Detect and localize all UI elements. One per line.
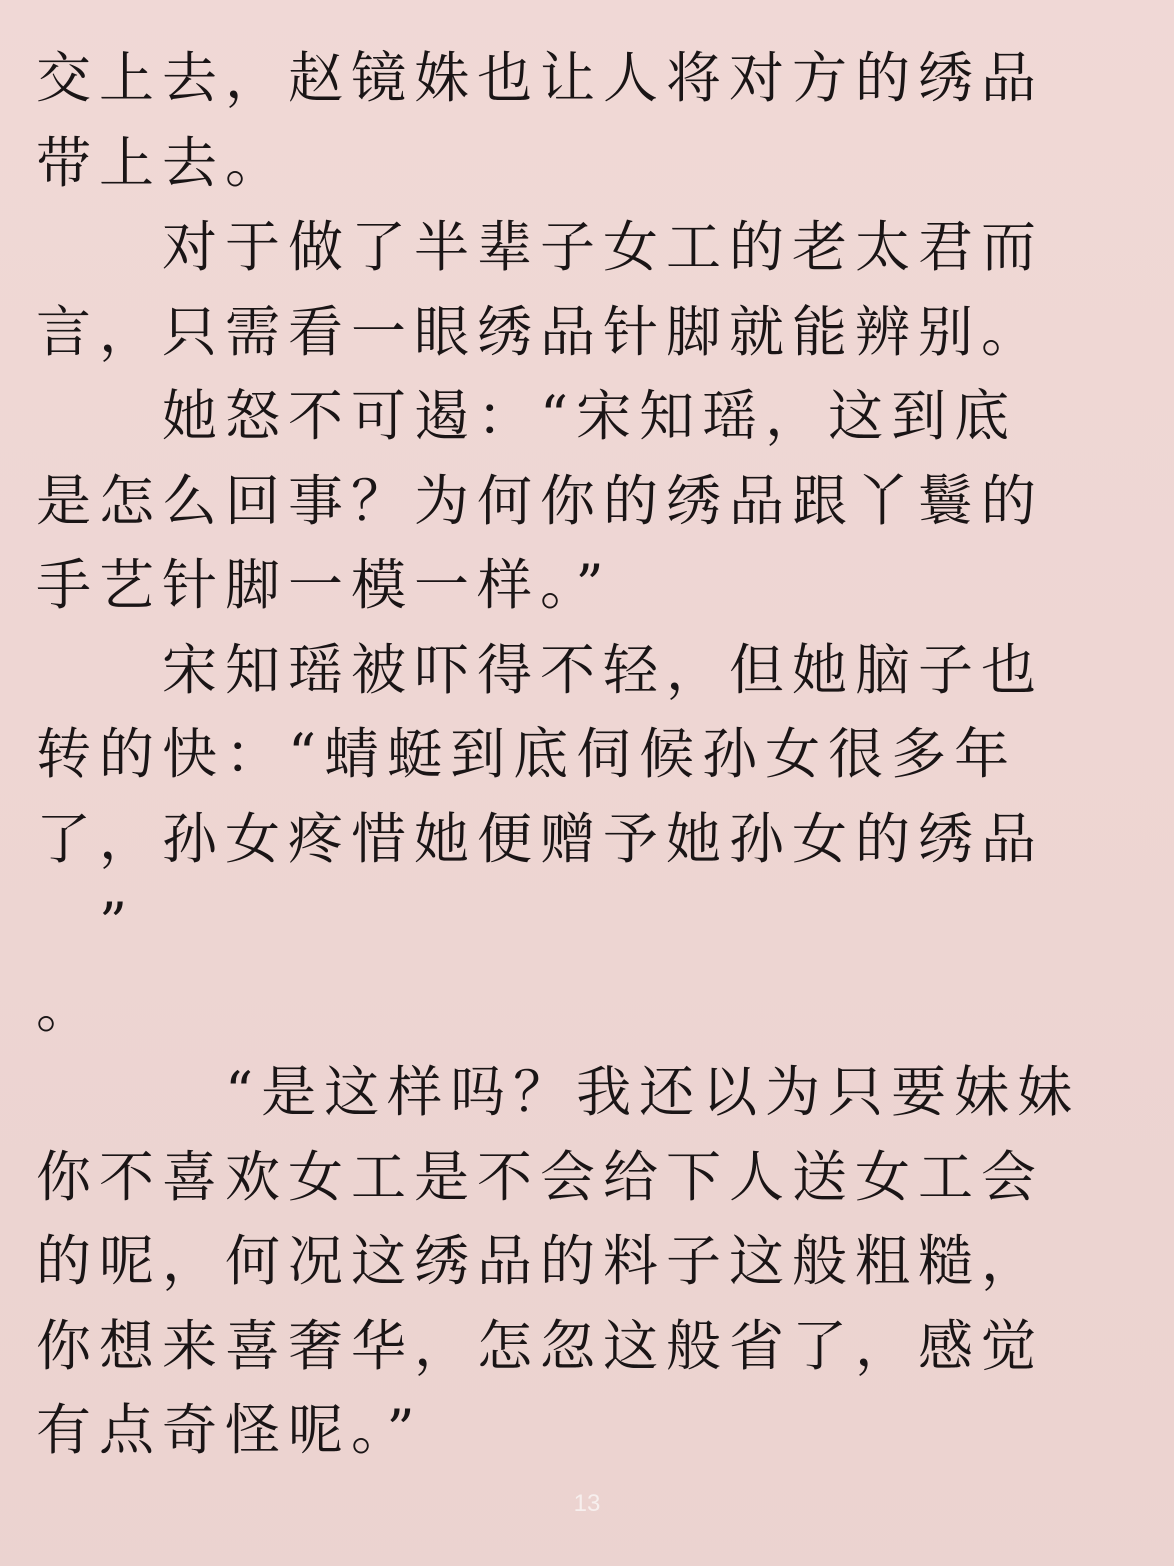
text-line: 是怎么回事？为何你的绣品跟丫鬟的 xyxy=(36,468,1045,533)
text-line: 的呢，何况这绣品的料子这般粗糙， xyxy=(36,1229,1045,1293)
text-line: 你想来喜奢华，怎忽这般省了，感觉 xyxy=(36,1313,1045,1378)
text-line: 。 xyxy=(36,975,100,1040)
text-line: “是这样吗？我还以为只要妹妹 xyxy=(36,1060,1081,1124)
text-line: 对于做了半辈子女工的老太君而 xyxy=(36,215,1045,279)
text-line: 转的快：“蜻蜓到底伺候孙女很多年 xyxy=(36,722,1018,786)
text-line: 言，只需看一眼绣品针脚就能辨别。 xyxy=(36,299,1045,364)
text-line: 了，孙女疼惜她便赠予她孙女的绣品 xyxy=(36,806,1045,871)
text-line: 有点奇怪呢。” xyxy=(36,1398,423,1462)
body-text xyxy=(36,36,1096,1473)
text-line: 带上去。 xyxy=(36,130,289,195)
page-number: 13 xyxy=(573,1490,601,1517)
text-line: 你不喜欢女工是不会给下人送女工会 xyxy=(36,1144,1045,1209)
text-line: 宋知瑶被吓得不轻，但她脑子也 xyxy=(36,637,1045,702)
text-line: 交上去，赵镜姝也让人将对方的绣品 xyxy=(36,46,1045,110)
text-line: 手艺针脚一模一样。” xyxy=(36,553,612,617)
text-line: ” xyxy=(36,891,136,955)
text-line: 她怒不可遏：“宋知瑶，这到底 xyxy=(36,384,1018,448)
